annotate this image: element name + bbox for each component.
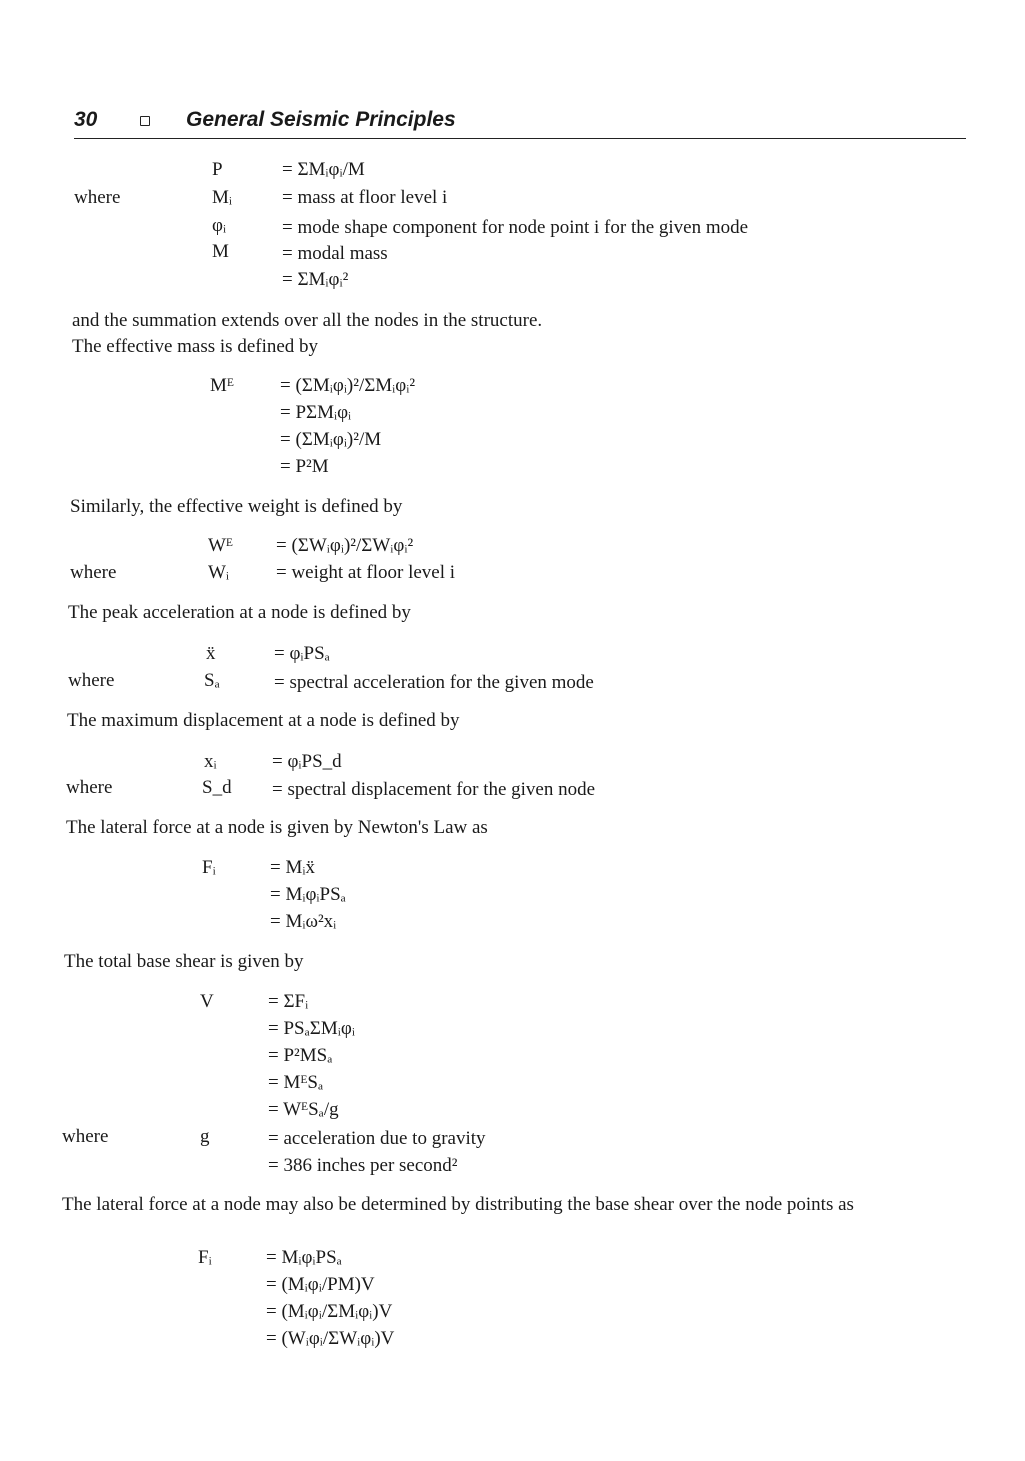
equation-symbol: φᵢ	[212, 215, 227, 236]
equation-text: = weight at floor level i	[276, 562, 456, 583]
paragraph: The lateral force at a node may also be determined by distributing the base shear over the node points as	[62, 1194, 854, 1215]
equation-text: = φᵢPS_d	[272, 751, 342, 772]
equation-text: = (ΣWᵢφᵢ)²/ΣWᵢφᵢ²	[276, 535, 414, 556]
equation-text: = spectral acceleration for the given mode	[274, 672, 594, 693]
equation-text: = Mᵢẍ	[270, 857, 315, 878]
equation-symbol: P	[212, 159, 223, 180]
page-header	[74, 108, 966, 139]
paragraph: The lateral force at a node is given by Newton's Law as	[66, 817, 488, 838]
equation-symbol: xᵢ	[204, 751, 217, 772]
equation-text: = ΣFᵢ	[268, 991, 309, 1012]
equation-text: = MᴱSₐ	[268, 1072, 324, 1093]
equation-symbol: M	[212, 241, 229, 262]
paragraph: and the summation extends over all the nodes in the structure.	[72, 310, 543, 331]
square-bullet-icon	[140, 116, 150, 126]
where-label: where	[62, 1126, 109, 1147]
equation-symbol: Sₐ	[204, 670, 220, 691]
page-number: 30	[74, 108, 98, 131]
equation-text: = ΣMᵢφᵢ²	[282, 269, 349, 290]
equation-text: = P²MSₐ	[268, 1045, 333, 1066]
paragraph: The maximum displacement at a node is defined by	[67, 710, 460, 731]
equation-symbol: Wᵢ	[208, 562, 230, 583]
equation-symbol: V	[200, 991, 214, 1012]
equation-symbol: ẍ	[206, 643, 216, 664]
where-label: where	[70, 562, 117, 583]
equation-symbol: Mᴱ	[210, 375, 234, 396]
paragraph: The peak acceleration at a node is defined by	[68, 602, 411, 623]
equation-text: = (Mᵢφᵢ/PM)V	[266, 1274, 375, 1295]
paragraph: The total base shear is given by	[64, 951, 304, 972]
equation-text: = WᴱSₐ/g	[268, 1099, 339, 1120]
equation-text: = mass at floor level i	[282, 187, 448, 208]
where-label: where	[68, 670, 115, 691]
chapter-title: General Seismic Principles	[186, 108, 456, 131]
equation-symbol: S_d	[202, 777, 232, 798]
equation-text: = MᵢφᵢPSₐ	[270, 884, 346, 905]
equation-text: = 386 inches per second²	[268, 1155, 458, 1176]
equation-text: = ΣMᵢφᵢ/M	[282, 159, 365, 180]
equation-text: = (ΣMᵢφᵢ)²/ΣMᵢφᵢ²	[280, 375, 416, 396]
equation-symbol: Wᴱ	[208, 535, 233, 556]
equation-text: = spectral displacement for the given node	[272, 779, 596, 800]
equation-text: = PSₐΣMᵢφᵢ	[268, 1018, 355, 1039]
where-label: where	[66, 777, 113, 798]
equation-text: = acceleration due to gravity	[268, 1128, 486, 1149]
equation-text: = (Mᵢφᵢ/ΣMᵢφᵢ)V	[266, 1301, 393, 1322]
equation-text: = φᵢPSₐ	[274, 643, 330, 664]
equation-symbol: g	[200, 1126, 210, 1147]
paragraph: Similarly, the effective weight is defined by	[70, 496, 403, 517]
equation-text: = mode shape component for node point i for the given mode	[282, 217, 749, 238]
equation-text: = modal mass	[282, 243, 388, 264]
equation-symbol: Fᵢ	[198, 1247, 212, 1268]
equation-symbol: Fᵢ	[202, 857, 216, 878]
equation-text: = PΣMᵢφᵢ	[280, 402, 352, 423]
equation-text: = (ΣMᵢφᵢ)²/M	[280, 429, 382, 450]
equation-text: = (Wᵢφᵢ/ΣWᵢφᵢ)V	[266, 1328, 395, 1349]
equation-symbol: Mᵢ	[212, 187, 233, 208]
where-label: where	[74, 187, 121, 208]
equation-text: = Mᵢω²xᵢ	[270, 911, 337, 932]
paragraph: The effective mass is defined by	[72, 336, 319, 357]
equation-text: = MᵢφᵢPSₐ	[266, 1247, 342, 1268]
equation-text: = P²M	[280, 456, 329, 477]
